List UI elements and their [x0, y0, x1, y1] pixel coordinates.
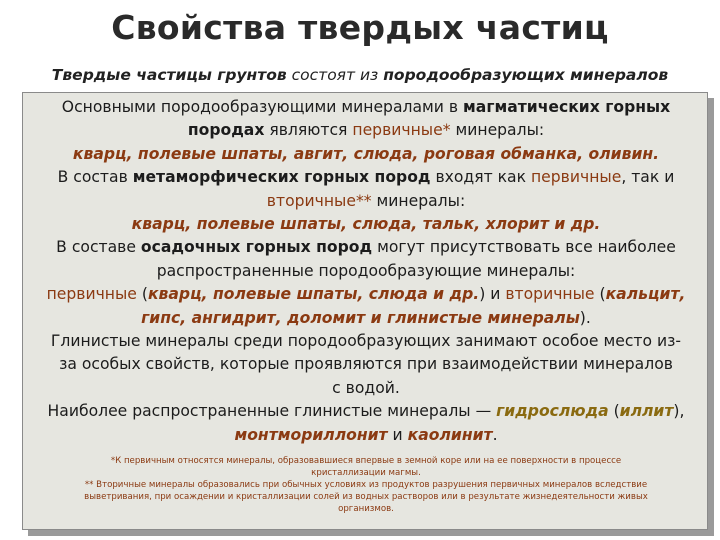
para1-l1b: магматических горных [463, 98, 671, 116]
para2-line1 [28, 166, 704, 189]
subtitle-part-2: состоят из [286, 66, 384, 84]
subtitle-part-3: породообразующих минералов [383, 66, 669, 84]
para2-l1a: В состав [57, 168, 133, 187]
para1-l2c: первичные* [352, 121, 451, 140]
para3-l3d: ) и [479, 285, 506, 304]
footnotes [28, 455, 704, 515]
para1-l2d: минералы: [450, 121, 545, 140]
body-text [28, 96, 704, 447]
para3-l3e: вторичные [505, 285, 595, 304]
para5-l1e: ), [673, 402, 685, 421]
para5-l1d: иллит [619, 402, 674, 421]
para3-line4 [28, 307, 704, 330]
para3-l3b: ( [136, 285, 148, 304]
para5-line2 [28, 424, 704, 447]
para3-l3f: ( [594, 285, 606, 304]
para5-l2a: монтмориллонит [234, 425, 388, 444]
para5-l1c: ( [608, 402, 620, 421]
slide-subtitle [0, 66, 720, 84]
para5-l1b: гидрослюда [496, 402, 609, 421]
para5-l1a: Наиболее распространенные глинистые минералы — [47, 402, 497, 421]
para4-line3: с водой. [332, 378, 400, 397]
footnote-2-line-3: организмов. [338, 504, 394, 514]
para3-l3g: кальцит, [605, 285, 686, 304]
slide-title: Свойства твердых частиц [111, 8, 609, 47]
para3-line2: распространенные породообразующие минералы: [156, 261, 576, 280]
para2-l1d: первичные [530, 168, 622, 187]
para4-line2: за особых свойств, которые проявляются при взаимодействии минералов [59, 355, 673, 374]
para2-l2b: минералы: [371, 191, 466, 210]
para1-line1 [28, 96, 704, 119]
para5-l2c: каолинит [407, 425, 493, 444]
para3-l3a: первичные [46, 285, 137, 304]
para3-l1c: могут присутствовать все наиболее [372, 238, 676, 257]
para1-line2 [28, 119, 704, 142]
para2-line3: кварц, полевые шпаты, слюда, тальк, хлорит и др. [131, 215, 601, 234]
para2-l1e: , так и [621, 168, 675, 187]
footnote-2-line-2: выветривания, при осаждении и кристаллизации солей из водных растворов или в результате жизнедеятельности живых [84, 492, 648, 502]
para1-line3: кварц, полевые шпаты, авгит, слюда, роговая обманка, оливин. [72, 144, 660, 163]
para2-line2 [28, 190, 704, 213]
para2-l1b: метаморфических горных пород [132, 168, 431, 187]
footnote-1-line-1: *К первичным относятся минералы, образовавшиеся впервые в земной коре или на ее поверхности в процессе [110, 456, 622, 466]
para1-l2b: являются [264, 121, 353, 140]
para2-l2a: вторичные** [266, 191, 372, 210]
footnote-1-line-2: кристаллизации магмы. [311, 468, 421, 478]
para2-l1c: входят как [430, 168, 531, 187]
para4-line1: Глинистые минералы среди породообразующих занимают особое место из- [50, 332, 682, 351]
para3-line3 [28, 283, 704, 306]
para5-line1 [28, 400, 704, 423]
para3-l3c: кварц, полевые шпаты, слюда и др. [147, 285, 480, 304]
para3-l4a: гипс, ангидрит, доломит и глинистые минералы [141, 308, 580, 327]
para1-l2a: породах [187, 121, 265, 140]
para3-l4b: ). [579, 308, 591, 327]
para3-l1b: осадочных горных пород [140, 238, 373, 257]
para3-line1 [28, 236, 704, 259]
footnote-2-line-1: ** Вторичные минералы образовались при обычных условиях из продуктов разрушения первичных минералов вследствие [84, 480, 648, 490]
para3-l1a: В составе [56, 238, 141, 257]
para1-l1a: Основными породообразующими минералами в [61, 98, 464, 116]
para5-l2b: и [387, 425, 408, 444]
subtitle-part-1: Твердые частицы грунтов [51, 66, 287, 84]
para5-l2d: . [492, 425, 498, 444]
